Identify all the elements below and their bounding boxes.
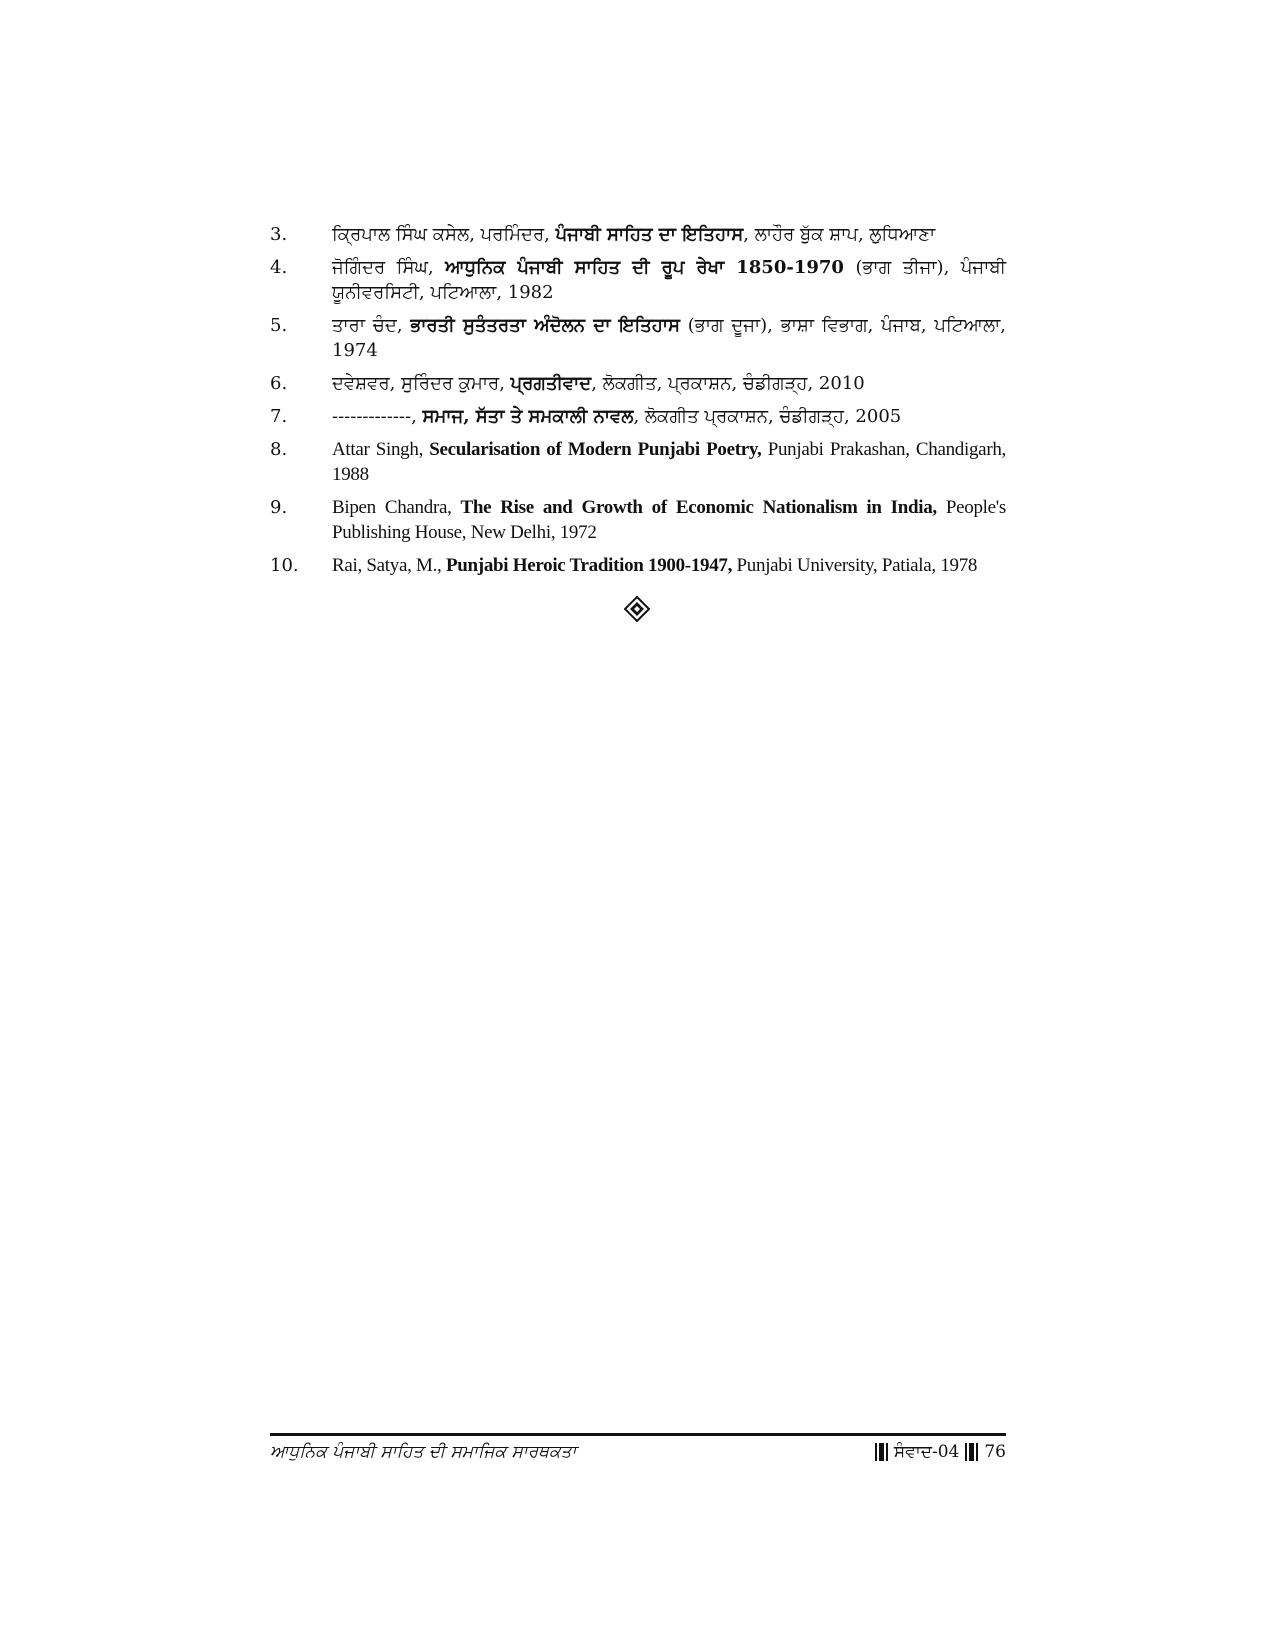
footer-series-label: ਸੰਵਾਦ-04: [893, 1442, 960, 1462]
reference-number: 9.: [270, 497, 288, 518]
reference-title: ਪ੍ਰਗਤੀਵਾਦ: [510, 373, 592, 394]
reference-author: Attar Singh,: [332, 439, 430, 460]
reference-author: ਤਾਰਾ ਚੰਦ,: [332, 315, 411, 336]
footer-divider: [270, 1433, 1006, 1436]
reference-number: 6.: [270, 373, 288, 394]
reference-item: [270, 495, 1006, 545]
reference-publisher: People's Publishing House, New Delhi, 1972: [332, 497, 1006, 543]
reference-item: [270, 437, 1006, 487]
reference-publisher: Punjabi Prakashan, Chandigarh, 1988: [332, 439, 1006, 485]
reference-title: ਆਧੁਨਿਕ ਪੰਜਾਬੀ ਸਾਹਿਤ ਦੀ ਰੂਪ ਰੇਖਾ 1850-1970: [445, 257, 844, 278]
reference-number: 10.: [270, 555, 299, 576]
reference-item: [270, 371, 1006, 396]
reference-publisher: Punjabi University, Patiala, 1978: [732, 555, 978, 576]
footer-page-info: [875, 1442, 1006, 1462]
reference-item: [270, 222, 1006, 247]
reference-publisher: , ਲਾਹੌਰ ਬੁੱਕ ਸ਼ਾਪ, ਲੁਧਿਆਣਾ: [743, 224, 936, 245]
reference-title: ਪੰਜਾਬੀ ਸਾਹਿਤ ਦਾ ਇਤਿਹਾਸ: [555, 224, 744, 245]
reference-title: Punjabi Heroic Tradition 1900-1947,: [445, 555, 733, 576]
reference-text: [332, 553, 1006, 578]
reference-item: [270, 313, 1006, 363]
reference-author: Bipen Chandra,: [332, 497, 461, 518]
reference-publisher: (ਭਾਗ ਦੂਜਾ), ਭਾਸ਼ਾ ਵਿਭਾਗ, ਪੰਜਾਬ, ਪਟਿਆਲਾ, 1974: [332, 315, 1006, 361]
reference-number: 3.: [270, 224, 288, 245]
reference-publisher: , ਲੋਕਗੀਤ, ਪ੍ਰਕਾਸ਼ਨ, ਚੰਡੀਗੜ੍ਹ, 2010: [591, 373, 865, 394]
reference-author: ਜੋਗਿੰਦਰ ਸਿੰਘ,: [332, 257, 446, 278]
reference-number: 5.: [270, 315, 288, 336]
reference-author: ਦਵੇਸ਼ਵਰ, ਸੁਰਿੰਦਰ ਕੁਮਾਰ,: [332, 373, 511, 394]
reference-title: Secularisation of Modern Punjabi Poetry,: [429, 439, 762, 460]
reference-number: 4.: [270, 257, 288, 278]
reference-title: ਭਾਰਤੀ ਸੁਤੰਤਰਤਾ ਅੰਦੋਲਨ ਦਾ ਇਤਿਹਾਸ: [410, 315, 680, 336]
reference-title: The Rise and Growth of Economic Nationalism in India,: [460, 497, 937, 518]
reference-item: [270, 553, 1006, 578]
reference-item: [270, 404, 1006, 429]
reference-author: ਕ੍ਰਿਪਾਲ ਸਿੰਘ ਕਸੇਲ, ਪਰਮਿੰਦਰ,: [332, 224, 556, 245]
reference-publisher: , ਲੋਕਗੀਤ ਪ੍ਰਕਾਸ਼ਨ, ਚੰਡੀਗੜ੍ਹ, 2005: [633, 406, 902, 427]
reference-text: [332, 255, 1006, 305]
barcode-bars-icon: [965, 1443, 978, 1461]
reference-title: ਸਮਾਜ, ਸੱਤਾ ਤੇ ਸਮਕਾਲੀ ਨਾਵਲ: [422, 406, 634, 427]
reference-text: [332, 437, 1006, 487]
reference-number: 8.: [270, 439, 288, 460]
reference-author: Rai, Satya, M.,: [332, 555, 446, 576]
reference-item: [270, 255, 1006, 305]
barcode-bars-icon: [875, 1443, 888, 1461]
page-number: 76: [984, 1442, 1006, 1462]
reference-text: [332, 495, 1006, 545]
reference-text: [332, 222, 1006, 247]
reference-number: 7.: [270, 406, 288, 427]
reference-text: [332, 404, 1006, 429]
footer-book-title: ਆਧੁਨਿਕ ਪੰਜਾਬੀ ਸਾਹਿਤ ਦੀ ਸਮਾਜਿਕ ਸਾਰਥਕਤਾ: [270, 1442, 577, 1462]
reference-text: [332, 371, 1006, 396]
diamond-ornament-icon: [624, 596, 650, 622]
reference-list: [270, 222, 1006, 586]
reference-publisher: (ਭਾਗ ਤੀਜਾ), ਪੰਜਾਬੀ ਯੂਨੀਵਰਸਿਟੀ, ਪਟਿਆਲਾ, 1982: [332, 257, 1006, 303]
reference-author: -------------,: [332, 406, 423, 427]
reference-text: [332, 313, 1006, 363]
